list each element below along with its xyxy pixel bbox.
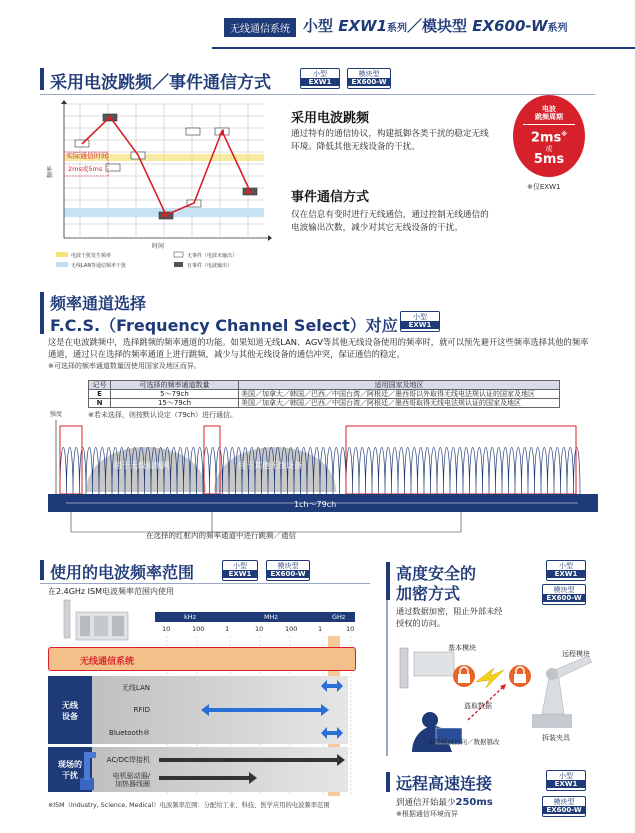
hopping-text: 通过特有的通信协议，构建抵御各类干扰的稳定无线环境。降低其他无线设备的干扰。 bbox=[291, 129, 489, 152]
other-device-label: 用于其他无线设备 bbox=[238, 461, 302, 470]
diagram-ylabel: 频率 bbox=[47, 165, 54, 178]
legend-item: 有事件（电波输出） bbox=[187, 263, 233, 269]
unit-mhz: MHz bbox=[264, 613, 278, 621]
tick-label: 1 bbox=[318, 625, 323, 633]
section4-title: 高度安全的 bbox=[396, 564, 477, 583]
tag-module: 模块型 EX600-W bbox=[542, 796, 586, 817]
hopping-title: 采用电波跳频 bbox=[291, 111, 370, 126]
base-module-label: 基本模块 bbox=[448, 644, 476, 652]
unit-ghz: GHz bbox=[332, 613, 346, 621]
system-label: 无线通信系统 bbox=[80, 657, 135, 667]
tick-row bbox=[155, 625, 355, 635]
spectrum-diagram bbox=[46, 402, 602, 548]
tick-label: 100 bbox=[192, 625, 205, 633]
tag-module: 模块型 EX600-W bbox=[266, 560, 310, 581]
section-marker bbox=[386, 772, 390, 792]
remote-text: 到通信开始最少250ms bbox=[396, 797, 493, 808]
tag-small: 小型 EXW1 bbox=[400, 311, 440, 332]
fcs-note: ※可选择的频率通道数量因使用国家及地区而异。 bbox=[48, 362, 201, 370]
tag-small: 小型 EXW1 bbox=[546, 770, 586, 791]
section2-title: 频率通道选择 bbox=[50, 294, 147, 313]
tick-label: 10 bbox=[255, 625, 264, 633]
wireless-group: 无线 设备 bbox=[48, 676, 92, 744]
field-item: AC/DC焊接机 bbox=[106, 756, 150, 764]
security-text: 通过数据加密，阻止外部未经授权的访问。 bbox=[396, 606, 503, 628]
section-marker bbox=[40, 560, 44, 580]
header-rule bbox=[212, 47, 635, 49]
interval-value: 2ms或5ms bbox=[68, 165, 103, 173]
section3-title: 使用的电波频率范围 bbox=[50, 563, 195, 582]
section-marker bbox=[40, 68, 44, 90]
legend-item: 无线LAN等通信频率干扰 bbox=[71, 263, 127, 269]
legend-item: 电波干扰发生频率 bbox=[71, 253, 112, 259]
wireless-item: Bluetooth® bbox=[109, 729, 150, 737]
remote-note: ※根据通信环境而异 bbox=[396, 810, 458, 818]
table-row: E 5～79ch 美国／加拿大／韩国／巴西／中国台湾／阿根廷／墨西哥以外取得无线电法规认证的国家及地区 bbox=[89, 390, 560, 399]
interval-label: 实际通信时间 bbox=[66, 152, 108, 160]
section-rule bbox=[40, 583, 370, 584]
tick-label: 10 bbox=[162, 625, 171, 633]
wireless-item: RFID bbox=[133, 706, 150, 714]
spectrum-ylabel: 强度 bbox=[50, 411, 63, 418]
tag-module: 模块型 EX600-W bbox=[347, 68, 391, 89]
field-group: 现场的 干扰 bbox=[48, 747, 92, 792]
robot-arm-icon bbox=[76, 748, 98, 792]
channel-label: 1ch～79ch bbox=[294, 500, 337, 509]
tick-label: 100 bbox=[285, 625, 298, 633]
legend-item: 无事件（电波未输出） bbox=[187, 253, 238, 259]
tag-small: 小型 EXW1 bbox=[546, 560, 586, 581]
field-item: 电机驱动器/ 加热器线圈 bbox=[112, 772, 150, 788]
section-rule bbox=[40, 94, 595, 95]
section3-subtitle: 在2.4GHz ISM电波频率范围内使用 bbox=[48, 587, 175, 596]
diagram-xlabel: 时间 bbox=[152, 243, 165, 250]
tag-small: 小型 EXW1 bbox=[222, 560, 258, 581]
section3-footnote: ※ISM（Industry, Science, Medical）电波频率范围：分配给工业、科技、医学应用的电波频率范围 bbox=[48, 802, 330, 809]
section2-subtitle: F.C.S.（Frequency Channel Select）对应 bbox=[50, 316, 398, 335]
fixture-label: 拆装夹具 bbox=[542, 734, 570, 742]
unauth-label: 未经授权访问／数据篡改 bbox=[428, 738, 500, 746]
header-title: 小型 EXW1系列／模块型 EX600-W系列 bbox=[303, 17, 568, 35]
header-badge: 无线通信系统 bbox=[224, 18, 296, 37]
security-diagram bbox=[392, 632, 602, 758]
section5-title: 远程高速连接 bbox=[396, 774, 493, 793]
device-photo bbox=[56, 598, 134, 646]
event-text: 仅在信息有变时进行无线通信，通过控制无线通信的电波输出次数，减少对其它无线设备的干扰。 bbox=[291, 210, 489, 233]
badge-note: ※仅EXW1 bbox=[527, 183, 561, 191]
section-marker bbox=[40, 292, 44, 334]
hop-period-badge: 电波 跳频周期 2ms※ 或 5ms bbox=[513, 95, 585, 177]
header bbox=[0, 0, 635, 52]
tag-small: 小型 EXW1 bbox=[300, 68, 340, 89]
wireless-item: 无线LAN bbox=[121, 684, 150, 692]
hopping-diagram bbox=[46, 100, 274, 272]
steal-label: 盗取数据 bbox=[464, 702, 492, 710]
tick-label: 1 bbox=[225, 625, 230, 633]
section-marker bbox=[386, 562, 390, 600]
table-row: N 15～79ch 美国／加拿大／韩国／巴西／中国台湾／阿根廷／墨西哥取得无线电法规认证的国家及地区 bbox=[89, 399, 560, 408]
section4-subtitle: 加密方式 bbox=[396, 584, 461, 603]
spectrum-caption: 在选择的红框内的频率通道中进行跳频／通信 bbox=[146, 531, 296, 540]
fcs-text: 这是在电波跳频中，选择跳频的频率通道的功能。如果知道无线LAN、AGV等其他无线设备使用的频率时，就可以预先避开这些频率选择其他的频率通道，通过只在选择的频率通道上进行跳频，减少与其他无线设备的通信冲突，保证通信的稳定。 bbox=[48, 337, 589, 359]
table-header-row: 记号 可选择的频率通道数量 适用国家及地区 bbox=[89, 381, 560, 390]
tag-module: 模块型 EX600-W bbox=[542, 584, 586, 605]
remote-module-label: 远程模块 bbox=[562, 650, 590, 658]
table-footnote: ※若未选择，则按默认设定（79ch）进行通信。 bbox=[88, 411, 238, 419]
wlan-label: 用于无线局域网 bbox=[114, 461, 170, 470]
section1-title: 采用电波跳频／事件通信方式 bbox=[50, 73, 271, 93]
event-title: 事件通信方式 bbox=[291, 190, 370, 205]
range-arrows bbox=[155, 676, 355, 796]
tick-label: 10 bbox=[346, 625, 355, 633]
unit-khz: kHz bbox=[184, 613, 197, 621]
